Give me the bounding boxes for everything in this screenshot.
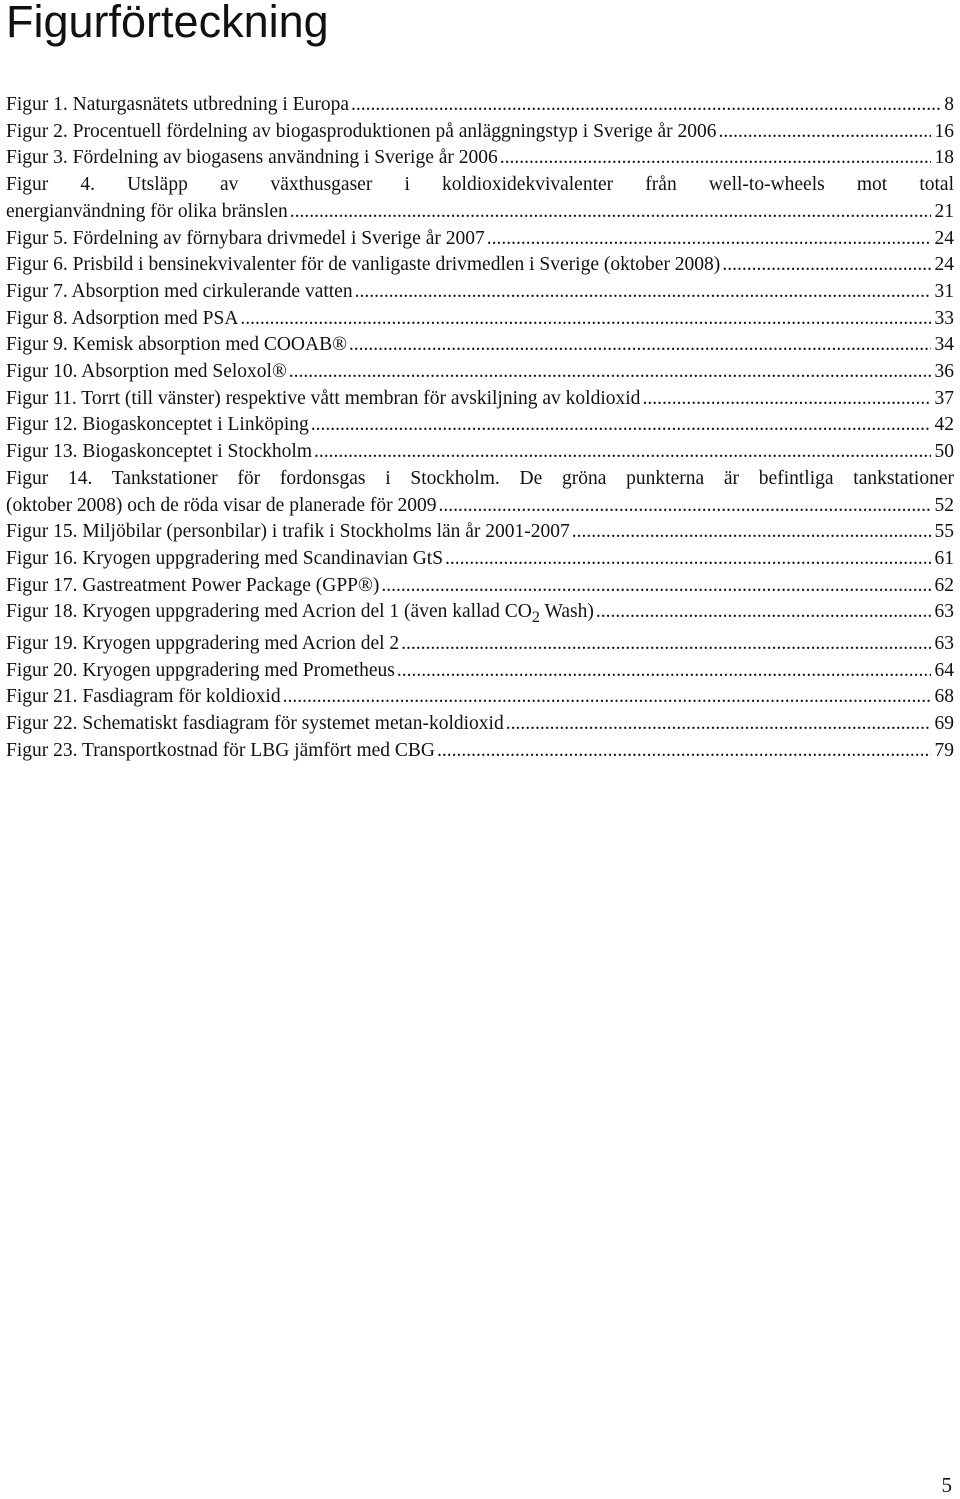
dot-leader xyxy=(355,279,931,306)
entry-label: Figur 17. Gastreatment Power Package (GPP®) xyxy=(6,574,380,596)
dot-leader xyxy=(290,199,931,226)
dot-leader xyxy=(572,519,931,546)
entry-label xyxy=(6,599,594,631)
toc-entry-figur-9[interactable] xyxy=(6,332,954,359)
entry-label: Figur 1. Naturgasnätets utbredning i Europa xyxy=(6,94,349,115)
dot-leader xyxy=(283,684,931,711)
entry-page: 63 xyxy=(934,632,954,654)
entry-page: 31 xyxy=(934,280,954,302)
entry-page: 33 xyxy=(934,307,954,329)
entry-label-before: Figur 18. Kryogen uppgradering med Acrion del 1 (även kallad CO xyxy=(6,601,532,623)
entry-label-line2: energianvändning för olika bränslen xyxy=(6,200,288,222)
dot-leader xyxy=(719,119,931,146)
entry-page: 16 xyxy=(934,120,954,142)
toc-entry-figur-21[interactable] xyxy=(6,684,954,711)
toc-entry-figur-6[interactable] xyxy=(6,252,954,279)
entry-page: 79 xyxy=(934,739,954,761)
figure-list xyxy=(6,92,954,764)
dot-leader xyxy=(349,332,931,359)
dot-leader xyxy=(500,145,931,172)
dot-leader xyxy=(381,573,930,600)
entry-label: Figur 9. Kemisk absorption med COOAB® xyxy=(6,334,347,356)
entry-page: 61 xyxy=(934,547,954,569)
toc-entry-figur-5[interactable] xyxy=(6,226,954,253)
dot-leader xyxy=(240,306,930,333)
dot-leader xyxy=(401,631,930,658)
dot-leader xyxy=(445,546,930,573)
toc-entry-figur-16[interactable] xyxy=(6,546,954,573)
toc-entry-figur-1[interactable] xyxy=(6,92,954,119)
entry-label: Figur 6. Prisbild i bensinekvivalenter för de vanligaste drivmedlen i Sverige (oktober 2008) xyxy=(6,254,721,276)
entry-label-line1: Figur 4. Utsläpp av växthusgaser i koldioxidekvivalenter från well-to-wheels mot total xyxy=(6,174,954,196)
dot-leader xyxy=(311,412,931,439)
entry-label: Figur 19. Kryogen uppgradering med Acrion del 2 xyxy=(6,632,400,654)
toc-entry-figur-19[interactable] xyxy=(6,631,954,658)
entry-page: 52 xyxy=(934,494,954,516)
entry-label-line1: Figur 14. Tankstationer för fordonsgas i Stockholm. De gröna punkterna är befintliga tankstationer xyxy=(6,467,954,489)
toc-entry-figur-14[interactable] xyxy=(6,466,954,519)
toc-entry-figur-7[interactable] xyxy=(6,279,954,306)
toc-entry-figur-3[interactable] xyxy=(6,145,954,172)
entry-label-line2: (oktober 2008) och de röda visar de planerade för 2009 xyxy=(6,494,437,516)
entry-label-after: Wash) xyxy=(539,601,594,623)
entry-page: 64 xyxy=(934,659,954,681)
entry-page: 55 xyxy=(934,521,954,543)
entry-label: Figur 21. Fasdiagram för koldioxid xyxy=(6,686,281,708)
entry-page: 63 xyxy=(934,601,954,623)
entry-label: Figur 5. Fördelning av förnybara drivmedel i Sverige år 2007 xyxy=(6,227,485,249)
entry-page: 24 xyxy=(934,227,954,249)
toc-entry-figur-11[interactable] xyxy=(6,386,954,413)
entry-page: 36 xyxy=(934,361,954,383)
toc-entry-figur-18[interactable] xyxy=(6,599,954,631)
entry-label: Figur 15. Miljöbilar (personbilar) i trafik i Stockholms län år 2001-2007 xyxy=(6,521,570,543)
dot-leader xyxy=(487,226,931,253)
entry-label: Figur 11. Torrt (till vänster) respektive vått membran för avskiljning av koldioxid xyxy=(6,387,641,409)
dot-leader xyxy=(438,493,930,520)
entry-label: Figur 13. Biogaskonceptet i Stockholm xyxy=(6,441,313,463)
entry-label: Figur 12. Biogaskonceptet i Linköping xyxy=(6,414,309,436)
entry-page: 37 xyxy=(934,387,954,409)
toc-entry-figur-17[interactable] xyxy=(6,573,954,600)
entry-page: 42 xyxy=(934,414,954,436)
dot-leader xyxy=(506,711,931,738)
entry-label: Figur 16. Kryogen uppgradering med Scandinavian GtS xyxy=(6,547,444,569)
dot-leader xyxy=(642,386,930,413)
toc-entry-figur-8[interactable] xyxy=(6,306,954,333)
co2-subscript: 2 xyxy=(531,608,540,627)
dot-leader xyxy=(722,252,930,279)
toc-entry-figur-10[interactable] xyxy=(6,359,954,386)
entry-label: Figur 20. Kryogen uppgradering med Prometheus xyxy=(6,659,395,681)
entry-label: Figur 8. Adsorption med PSA xyxy=(6,307,239,329)
toc-entry-figur-22[interactable] xyxy=(6,711,954,738)
dot-leader xyxy=(596,599,931,626)
toc-entry-figur-13[interactable] xyxy=(6,439,954,466)
toc-entry-figur-20[interactable] xyxy=(6,658,954,685)
entry-page: 69 xyxy=(934,713,954,735)
entry-page: 50 xyxy=(934,441,954,463)
toc-entry-figur-23[interactable] xyxy=(6,738,954,765)
entry-page: 68 xyxy=(934,686,954,708)
entry-label: Figur 3. Fördelning av biogasens användning i Sverige år 2006 xyxy=(6,147,498,169)
page-number: 5 xyxy=(941,1473,952,1497)
entry-page: 62 xyxy=(934,574,954,596)
entry-label: Figur 2. Procentuell fördelning av biogasproduktionen på anläggningstyp i Sverige år 2006 xyxy=(6,120,717,142)
entry-page: 18 xyxy=(934,147,954,169)
toc-entry-figur-15[interactable] xyxy=(6,519,954,546)
entry-label: Figur 23. Transportkostnad för LBG jämfört med CBG xyxy=(6,739,435,761)
entry-label: Figur 10. Absorption med Seloxol® xyxy=(6,361,287,383)
entry-label: Figur 22. Schematiskt fasdiagram för systemet metan-koldioxid xyxy=(6,713,504,735)
dot-leader xyxy=(289,359,931,386)
entry-page: 8 xyxy=(944,94,954,115)
dot-leader xyxy=(351,92,940,119)
entry-page: 24 xyxy=(934,254,954,276)
dot-leader xyxy=(314,439,930,466)
page-title: Figurförteckning xyxy=(6,0,329,47)
toc-entry-figur-2[interactable] xyxy=(6,119,954,146)
dot-leader xyxy=(397,658,931,685)
toc-entry-figur-12[interactable] xyxy=(6,412,954,439)
entry-page: 21 xyxy=(934,200,954,222)
entry-page: 34 xyxy=(934,334,954,356)
dot-leader xyxy=(437,738,931,765)
toc-entry-figur-4[interactable] xyxy=(6,172,954,225)
entry-label: Figur 7. Absorption med cirkulerande vatten xyxy=(6,280,353,302)
